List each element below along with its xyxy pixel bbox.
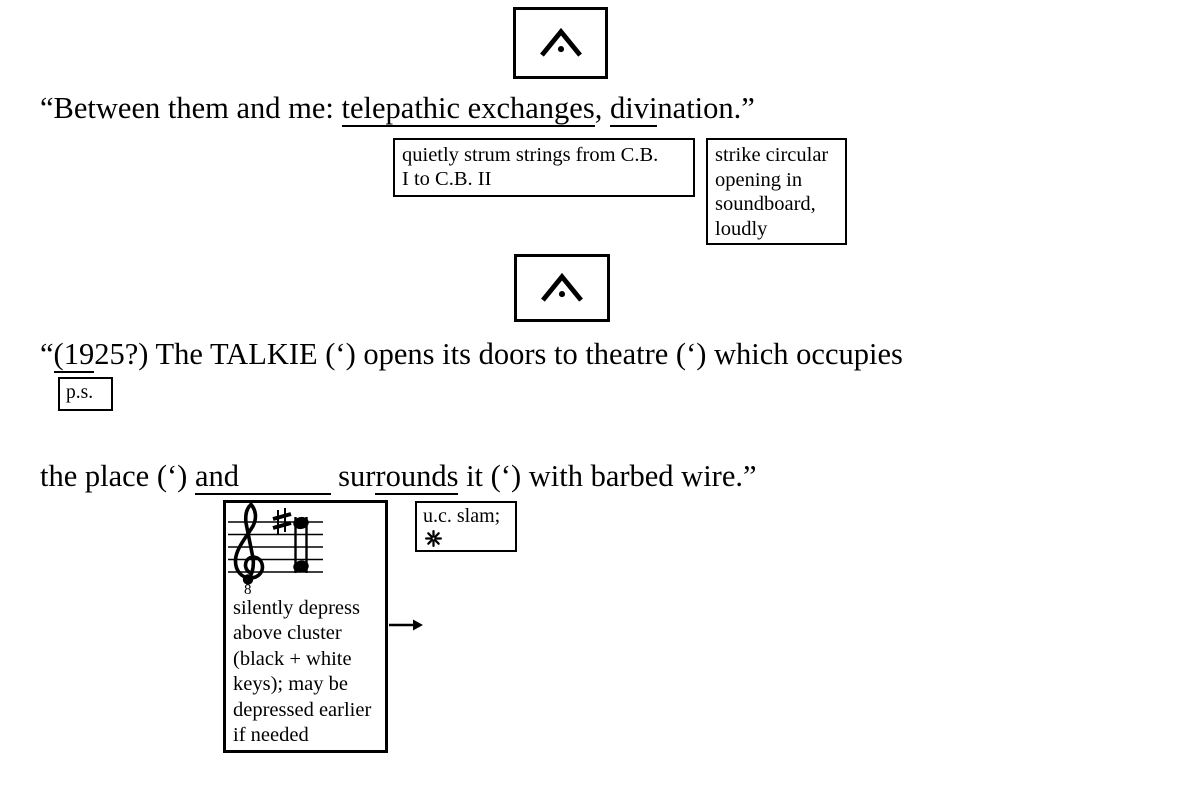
fermata-icon <box>536 269 588 307</box>
instruction-box-strike <box>706 138 847 245</box>
staff-lines <box>228 522 323 572</box>
ps-label: p.s. <box>66 382 94 403</box>
text-run: nation.” <box>657 91 755 125</box>
text-run-underlined: (19 <box>53 337 95 371</box>
fermata-box-1 <box>513 7 608 79</box>
instruction-line: keys); may be <box>233 673 348 696</box>
octave-8-label: 8 <box>244 582 252 596</box>
text-run-underlined: telepathic exchanges <box>341 91 595 125</box>
instruction-line: if needed <box>233 724 309 747</box>
sharp-icon <box>273 508 291 534</box>
instruction-line: I to C.B. II <box>402 168 492 191</box>
text-run: , <box>594 91 610 125</box>
cluster-instruction-text <box>226 596 385 748</box>
music-staff <box>226 503 385 596</box>
spoken-line-3 <box>40 458 757 495</box>
fill-in-blank <box>239 459 331 495</box>
instruction-box-ps <box>58 377 113 411</box>
text-run-underlined: rounds <box>375 459 459 493</box>
spoken-line-1 <box>40 90 755 127</box>
instruction-box-uc-slam <box>415 501 517 552</box>
right-arrow-icon <box>389 612 423 638</box>
instruction-line: silently depress <box>233 597 360 619</box>
text-run: “ <box>40 337 54 371</box>
instruction-line: soundboard, <box>715 193 816 216</box>
instruction-line: (black + white <box>233 647 352 670</box>
text-run-underlined: and <box>194 459 239 493</box>
instruction-box-cluster <box>223 500 388 753</box>
text-run-underlined: divi <box>609 91 658 125</box>
text-run <box>331 459 339 493</box>
text-run: the place (‘) <box>40 459 195 493</box>
cluster-notes-icon <box>292 516 309 574</box>
instruction-line: loudly <box>715 218 768 241</box>
text-run: it (‘) with barbed wire.” <box>458 459 757 493</box>
fermata-box-2 <box>514 254 610 322</box>
instruction-line: above cluster <box>233 622 342 645</box>
instruction-line: opening in <box>715 168 803 191</box>
text-run: 25?) The TALKIE (‘) opens its doors to theatre (‘) which occupies <box>94 337 903 371</box>
instruction-line: u.c. slam; <box>423 505 501 527</box>
instruction-line: quietly strum strings from C.B. <box>402 144 659 166</box>
text-run: sur <box>338 459 376 493</box>
spoken-line-2 <box>40 336 903 373</box>
instruction-line: depressed earlier <box>233 698 372 721</box>
instruction-line: strike circular <box>715 144 829 166</box>
text-run: “Between them and me: <box>40 91 342 125</box>
fermata-icon <box>535 24 587 62</box>
instruction-box-strum <box>393 138 695 197</box>
pedal-release-icon <box>424 529 443 548</box>
